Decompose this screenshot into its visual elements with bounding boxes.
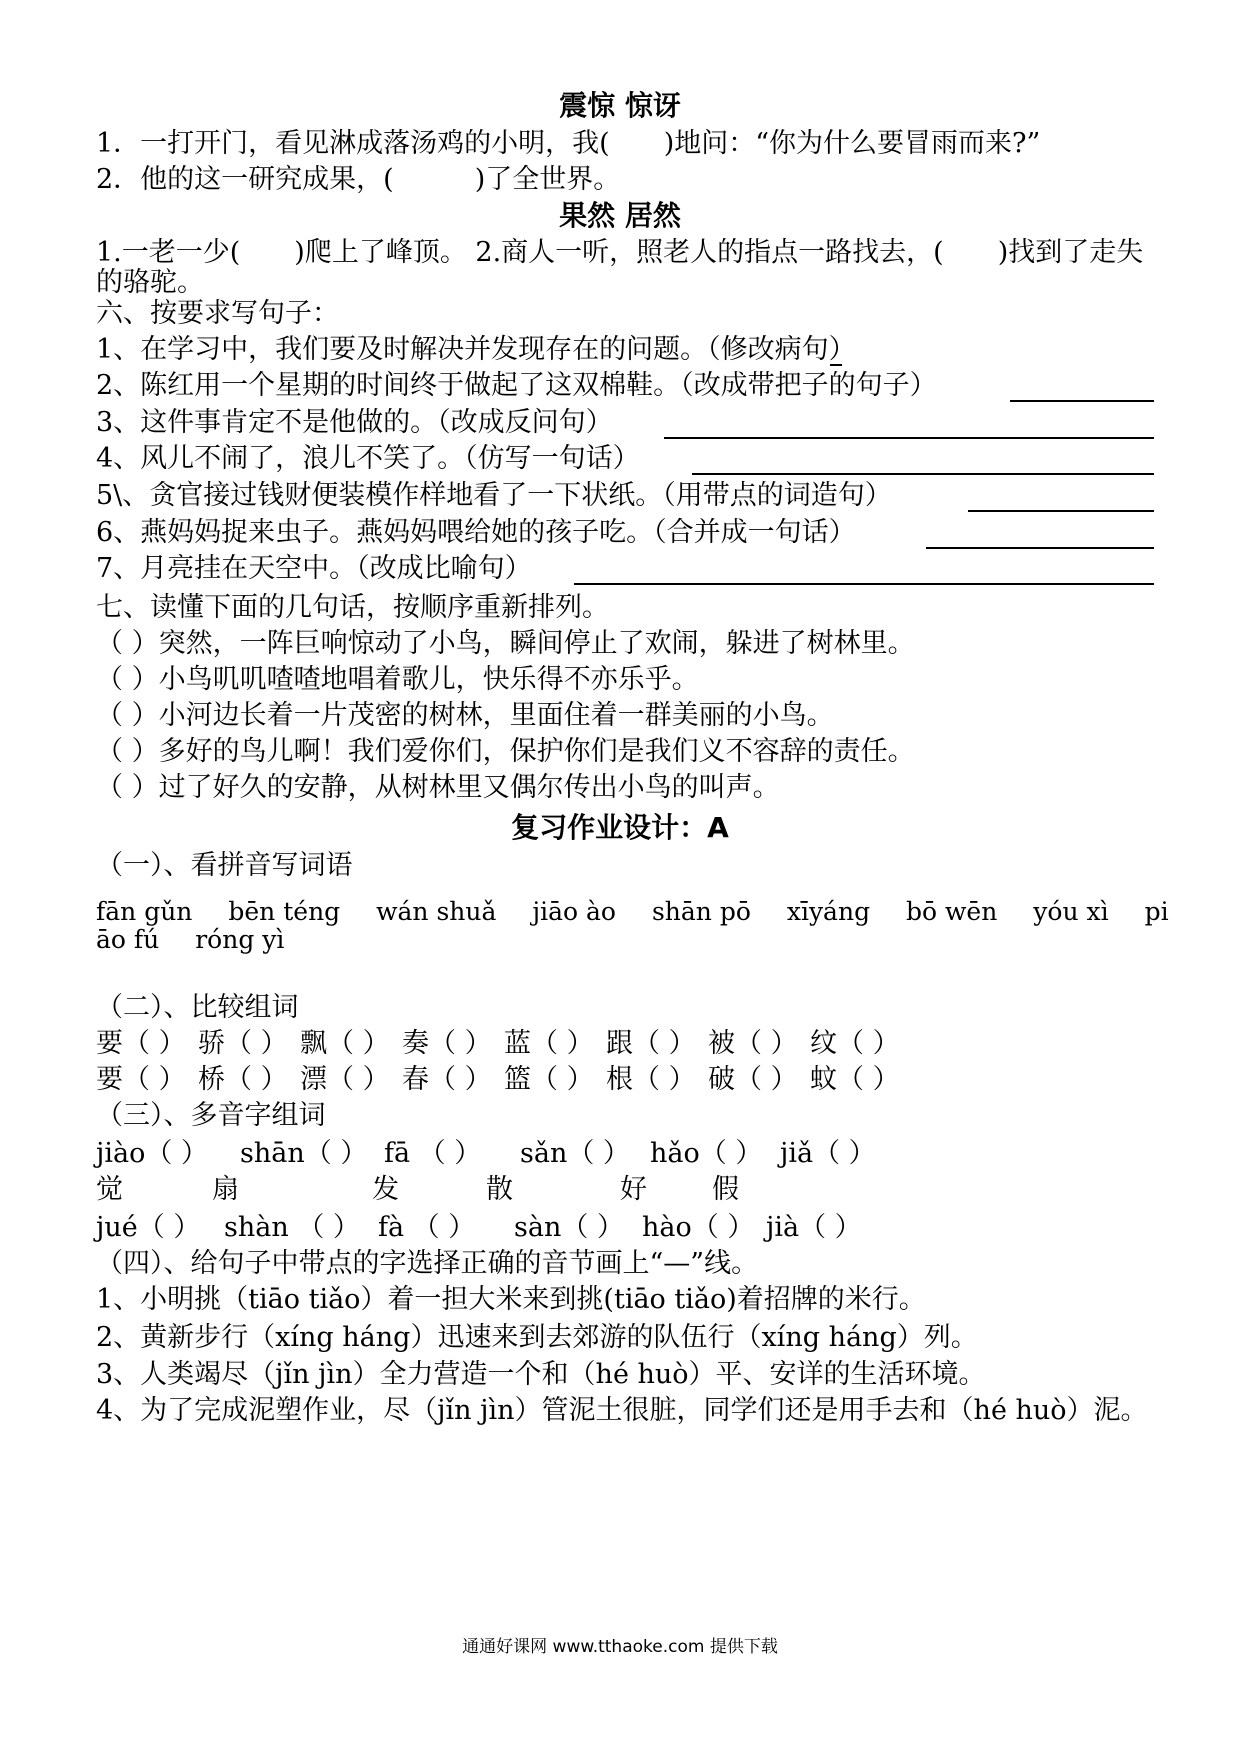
pinyin-word: pi bbox=[1144, 897, 1169, 926]
character: 发 bbox=[372, 1174, 399, 1205]
pinyin-row bbox=[96, 1136, 910, 1172]
pinyin-word: āo fú bbox=[96, 925, 160, 954]
pinyin-row bbox=[96, 1210, 886, 1246]
answer-blank[interactable] bbox=[1010, 400, 1154, 402]
compare-item: 被（ ） bbox=[708, 1028, 798, 1059]
compare-item: 春（ ） bbox=[402, 1064, 492, 1095]
exercise-item: 1、小明挑（tiāo tiǎo）着一担大米来到挑(tiāo tiǎo)着招牌的米行。 bbox=[96, 1284, 926, 1315]
pinyin-blank: sǎn（ ） bbox=[520, 1138, 630, 1169]
pinyin-word: wán shuǎ bbox=[376, 897, 497, 926]
character-row bbox=[96, 1172, 772, 1208]
pinyin-blank: jiào（ ） bbox=[96, 1138, 208, 1169]
compare-item: 纹（ ） bbox=[810, 1028, 900, 1059]
character: 扇 bbox=[212, 1174, 239, 1205]
pinyin-blank: hǎo（ ） bbox=[650, 1138, 763, 1169]
ordering-item: （ ）突然，一阵巨响惊动了小鸟，瞬间停止了欢闹，躲进了树林里。 bbox=[96, 628, 915, 659]
exercise-item: 1、在学习中，我们要及时解决并发现存在的问题。（修改病句） bbox=[96, 334, 856, 365]
compare-item: 漂（ ） bbox=[300, 1064, 390, 1095]
exercise-item: 5\、贪官接过钱财便装模作样地看了一下状纸。（用带点的词造句） bbox=[96, 480, 892, 511]
pinyin-blank: fà （ ） bbox=[378, 1212, 476, 1243]
answer-blank[interactable] bbox=[926, 547, 1154, 549]
compare-row bbox=[96, 1062, 912, 1098]
ordering-item: （ ）多好的鸟儿啊！我们爱你们，保护你们是我们义不容辞的责任。 bbox=[96, 736, 915, 767]
ordering-item: （ ）小鸟叽叽喳喳地唱着歌儿，快乐得不亦乐乎。 bbox=[96, 664, 699, 695]
compare-item: 飘（ ） bbox=[300, 1028, 390, 1059]
part-title: （一）、看拼音写词语 bbox=[96, 850, 353, 881]
compare-item: 桥（ ） bbox=[198, 1064, 288, 1095]
pinyin-word: fān gǔn bbox=[96, 897, 193, 926]
exercise-item: 2、黄新步行（xíng háng）迅速来到去郊游的队伍行（xíng háng）列。 bbox=[96, 1322, 978, 1353]
answer-blank[interactable] bbox=[830, 364, 842, 366]
pinyin-blank: shàn （ ） bbox=[224, 1212, 360, 1243]
answer-blank[interactable] bbox=[968, 510, 1154, 512]
page-footer: 通通好课网 www.tthaoke.com 提供下载 bbox=[462, 1637, 778, 1657]
pinyin-word: jiāo ào bbox=[532, 897, 616, 926]
pinyin-word: xīyáng bbox=[786, 897, 871, 926]
ordering-item: （ ）小河边长着一片茂密的树林，里面住着一群美丽的小鸟。 bbox=[96, 700, 834, 731]
pinyin-word: yóu xì bbox=[1033, 897, 1109, 926]
exercise-item: 2、陈红用一个星期的时间终于做起了这双棉鞋。（改成带把子的句子） bbox=[96, 370, 937, 401]
compare-row bbox=[96, 1026, 912, 1062]
answer-blank[interactable] bbox=[574, 583, 1154, 585]
part-title: （四）、给句子中带点的字选择正确的音节画上“—”线。 bbox=[96, 1248, 759, 1279]
part-title: （三）、多音字组词 bbox=[96, 1100, 326, 1131]
exercise-item: 7、月亮挂在天空中。（改成比喻句） bbox=[96, 553, 532, 584]
pinyin-line bbox=[96, 926, 1156, 954]
question-line: 2．他的这一研究成果，( )了全世界。 bbox=[96, 164, 621, 195]
exercise-item: 3、这件事肯定不是他做的。（改成反问句） bbox=[96, 407, 613, 438]
compare-item: 骄（ ） bbox=[198, 1028, 288, 1059]
compare-item: 根（ ） bbox=[606, 1064, 696, 1095]
answer-blank[interactable] bbox=[692, 473, 1154, 475]
character: 觉 bbox=[96, 1174, 123, 1205]
pinyin-blank: fā （ ） bbox=[384, 1138, 482, 1169]
section-heading: 果然 居然 bbox=[559, 199, 681, 232]
review-heading: 复习作业设计：A bbox=[511, 811, 729, 844]
compare-item: 蚊（ ） bbox=[810, 1064, 900, 1095]
pinyin-blank: jià（ ） bbox=[766, 1212, 862, 1243]
compare-item: 要（ ） bbox=[96, 1064, 186, 1095]
pinyin-blank: jué（ ） bbox=[96, 1212, 201, 1243]
exercise-item: 6、燕妈妈捉来虫子。燕妈妈喂给她的孩子吃。（合并成一句话） bbox=[96, 517, 856, 548]
section-heading: 震惊 惊讶 bbox=[559, 89, 681, 122]
compare-item: 蓝（ ） bbox=[504, 1028, 594, 1059]
exercise-item: 4、为了完成泥塑作业，尽（jǐn jìn）管泥土很脏，同学们还是用手去和（hé huò）泥。 bbox=[96, 1395, 1148, 1426]
pinyin-blank: jiǎ（ ） bbox=[780, 1138, 876, 1169]
pinyin-word: róng yì bbox=[195, 925, 285, 954]
pinyin-blank: hào（ ） bbox=[642, 1212, 755, 1243]
section-title: 七、读懂下面的几句话，按顺序重新排列。 bbox=[96, 592, 609, 623]
compare-item: 破（ ） bbox=[708, 1064, 798, 1095]
question-line: 1．一打开门，看见淋成落汤鸡的小明，我( )地问：“你为什么要冒雨而来?” bbox=[96, 128, 1041, 159]
exercise-item: 4、风儿不闹了，浪儿不笑了。（仿写一句话） bbox=[96, 443, 640, 474]
character: 散 bbox=[486, 1174, 513, 1205]
answer-blank[interactable] bbox=[664, 437, 1154, 439]
section-title: 六、按要求写句子： bbox=[96, 298, 339, 329]
pinyin-word: shān pō bbox=[651, 897, 751, 926]
pinyin-blank: shān（ ） bbox=[240, 1138, 368, 1169]
question-line: 1.一老一少( )爬上了峰顶。 2.商人一听，照老人的指点一路找去，( )找到了走失的骆驼。 bbox=[96, 237, 1144, 298]
compare-item: 篮（ ） bbox=[504, 1064, 594, 1095]
pinyin-word: bō wēn bbox=[906, 897, 998, 926]
character: 好 bbox=[620, 1174, 647, 1205]
pinyin-word: bēn téng bbox=[228, 897, 341, 926]
pinyin-blank: sàn（ ） bbox=[514, 1212, 624, 1243]
compare-item: 奏（ ） bbox=[402, 1028, 492, 1059]
pinyin-line bbox=[96, 897, 1169, 926]
exercise-item: 3、人类竭尽（jǐn jìn）全力营造一个和（hé huò）平、安详的生活环境。 bbox=[96, 1359, 986, 1390]
compare-item: 跟（ ） bbox=[606, 1028, 696, 1059]
character: 假 bbox=[712, 1174, 739, 1205]
ordering-item: （ ）过了好久的安静，从树林里又偶尔传出小鸟的叫声。 bbox=[96, 772, 780, 803]
part-title: （二）、比较组词 bbox=[96, 992, 299, 1023]
compare-item: 要（ ） bbox=[96, 1028, 186, 1059]
